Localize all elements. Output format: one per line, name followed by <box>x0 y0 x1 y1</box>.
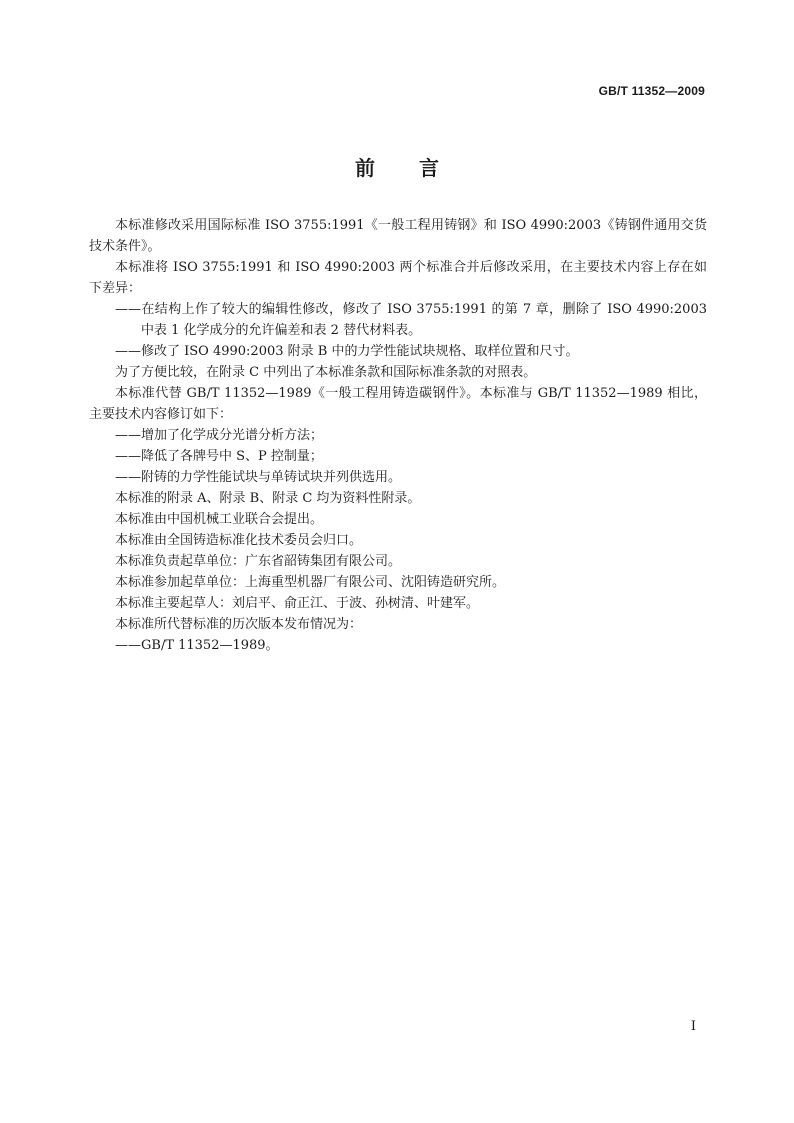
page-title <box>0 152 794 181</box>
paragraph: 本标准的附录 A、附录 B、附录 C 均为资料性附录。 <box>115 491 421 506</box>
standard-number: GB/T 11352—2009 <box>598 84 705 98</box>
paragraph: 本标准代替 GB/T 11352—1989《一般工程用铸造碳钢件》。本标准与 GB/T 11352—1989 相比，主要技术内容修订如下： <box>89 386 707 422</box>
paragraph: 本标准由中国机械工业联合会提出。 <box>115 512 324 527</box>
page-number: I <box>690 1019 696 1034</box>
dash-list-item: ——附铸的力学性能试块与单铸试块并列供选用。 <box>115 470 402 485</box>
paragraph: 本标准参加起草单位：上海重型机器厂有限公司、沈阳铸造研究所。 <box>115 575 506 590</box>
paragraph: 为了方便比较，在附录 C 中列出了本标准条款和国际标准条款的对照表。 <box>115 365 537 380</box>
paragraph: 本标准所代替标准的历次版本发布情况为： <box>115 617 363 632</box>
dash-list-item: ——降低了各牌号中 S、P 控制量； <box>115 449 323 464</box>
dash-list-item: ——在结构上作了较大的编辑性修改，修改了 ISO 3755:1991 的第 7 章，删除了 ISO 4990:2003 中表 1 化学成分的允许偏差和表 2 替代材料表。 <box>115 302 707 338</box>
paragraph: 本标准由全国铸造标准化技术委员会归口。 <box>115 533 363 548</box>
dash-list-item: ——增加了化学成分光谱分析方法； <box>115 428 324 443</box>
dash-list-item: ——GB/T 11352—1989。 <box>115 638 279 653</box>
title-char-2: 言 <box>419 156 439 180</box>
paragraph: 本标准修改采用国际标准 ISO 3755:1991《一般工程用铸钢》和 ISO 4990:2003《铸钢件通用交货技术条件》。 <box>89 218 707 254</box>
dash-list-item: ——修改了 ISO 4990:2003 附录 B 中的力学性能试块规格、取样位置和尺寸。 <box>115 344 579 359</box>
preface-body <box>89 215 707 656</box>
paragraph: 本标准主要起草人：刘启平、俞正江、于波、孙树清、叶建军。 <box>115 596 480 611</box>
title-char-1: 前 <box>355 156 375 180</box>
paragraph: 本标准将 ISO 3755:1991 和 ISO 4990:2003 两个标准合并后修改采用，在主要技术内容上存在如下差异： <box>89 260 707 296</box>
paragraph: 本标准负责起草单位：广东省韶铸集团有限公司。 <box>115 554 402 569</box>
